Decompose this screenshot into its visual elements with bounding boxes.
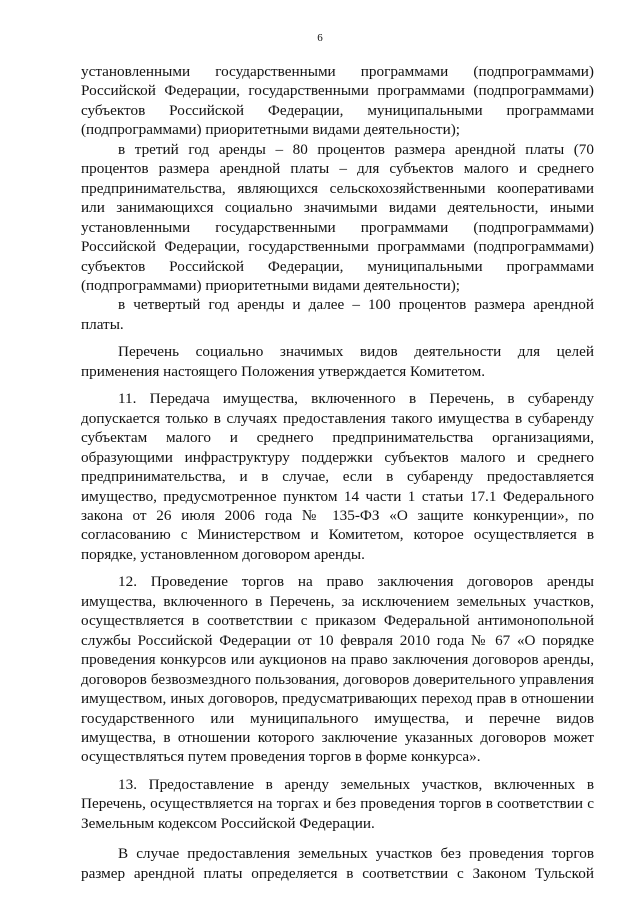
page-number: 6 <box>317 32 323 44</box>
paragraph-priority-activities: установленными государственными программами (подпрограммами) Российской Федерации, государственными программами (подпрограммами) субъектов Российской Федерации, муниципальными программами (подпрограммами) приоритетными видами деятельности); <box>81 63 594 139</box>
paragraph-fourth-year: в четвертый год аренды и далее – 100 процентов размера арендной платы. <box>81 296 594 333</box>
paragraph-item-11: 11. Передача имущества, включенного в Перечень, в субаренду допускается только в случаях предоставления такого имущества в субаренду субъектам малого и среднего предпринимательства организациями, образующими инфраструктуру поддержки субъектов малого и среднего предпринимательства, и в случае, если в субаренду предоставляется имущество, предусмотренное пунктом 14 части 1 статьи 17.1 Федерального закона от 26 июля 2006 года № 135-ФЗ «О защите конкуренции», по согласованию с Министерством и Комитетом, которое осуществляется в порядке, установленном договором аренды. <box>81 390 594 563</box>
paragraph-social-activities-list: Перечень социально значимых видов деятельности для целей применения настоящего Положения утверждается Комитетом. <box>81 343 594 380</box>
paragraph-third-year: в третий год аренды – 80 процентов размера арендной платы (70 процентов размера арендной платы – для субъектов малого и среднего предпринимательства, являющихся сельскохозяйственными кооперативами или занимающихся социально значимыми видами деятельности, иными установленными государственными программами (подпрограммами) Российской Федерации, государственными программами (подпрограммами) субъектов Российской Федерации, муниципальными программами (подпрограммами) приоритетными видами деятельности); <box>81 140 594 294</box>
paragraph-item-13: 13. Предоставление в аренду земельных участков, включенных в Перечень, осуществляется на торгах и без проведения торгов в соответствии с Земельным кодексом Российской Федерации. <box>81 775 594 832</box>
paragraph-land-lease: В случае предоставления земельных участков без проведения торгов размер арендной платы определяется в соответствии с Законом Тульской <box>81 845 594 882</box>
paragraph-item-12: 12. Проведение торгов на право заключения договоров аренды имущества, включенного в Перечень, за исключением земельных участков, осуществляется в соответствии с приказом Федеральной антимонопольной службы Российской Федерации от 10 февраля 2010 года № 67 «О порядке проведения конкурсов или аукционов на право заключения договоров аренды, договоров безвозмездного пользования, договоров доверительного управления имуществом, иных договоров, предусматривающих переход прав в отношении государственного или муниципального имущества, и перечне видов имущества, в отношении которого заключение указанных договоров может осуществляться путем проведения торгов в форме конкурса». <box>81 573 594 766</box>
document-body <box>81 62 594 883</box>
